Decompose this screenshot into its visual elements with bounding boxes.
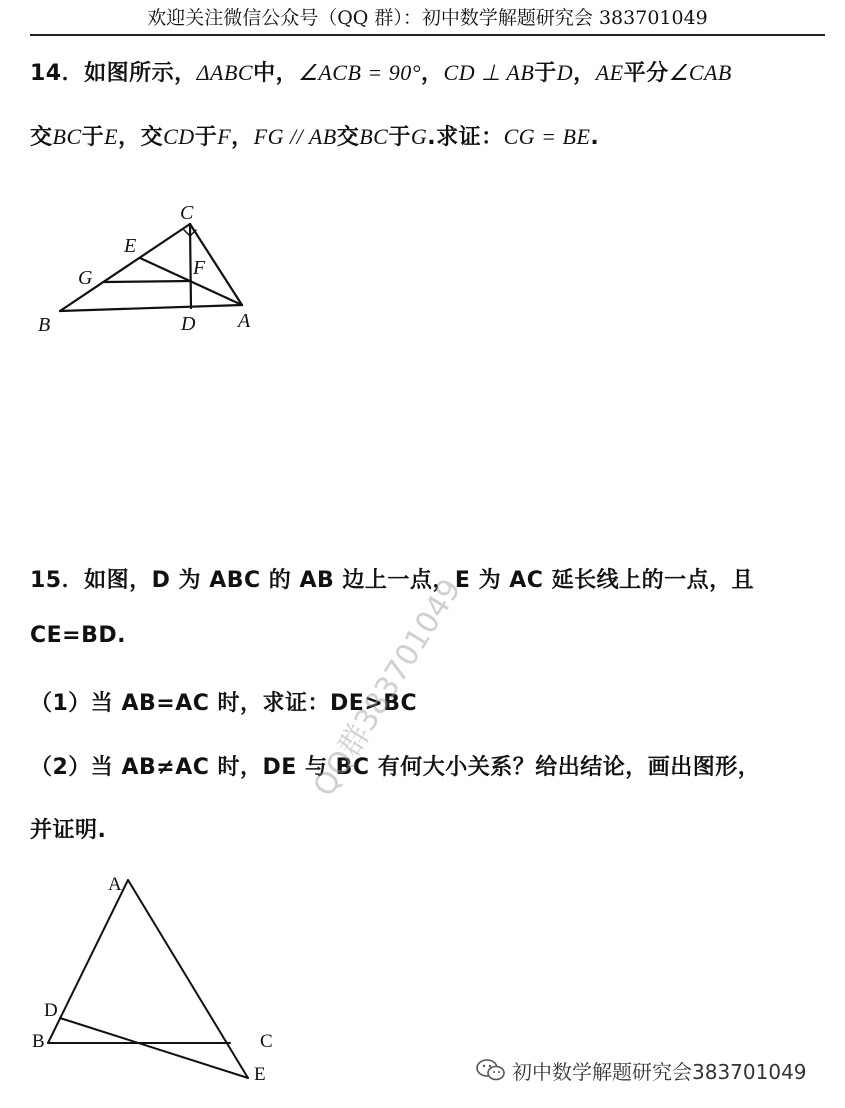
label15-d: D [44,1000,58,1021]
watermark: QQ群383701049 [306,573,469,803]
label-g: G [78,267,93,289]
header-title: 欢迎关注微信公众号（QQ 群）：初中数学解题研究会 383701049 [147,7,708,29]
q14-math: ΔABC [196,60,254,85]
label-f: F [193,257,206,279]
label15-a: A [108,874,122,895]
q15-part2: （2）当 AB≠AC 时，DE 与 BC 有何大小关系？给出结论，画出图形， [30,755,761,780]
label15-c: C [260,1031,273,1052]
footer-text: 初中数学解题研究会383701049 [512,1059,807,1084]
q15-line2: CE=BD. [30,623,126,648]
q15-part1: （1）当 AB=AC 时，求证：DE>BC [30,691,418,716]
q14-line1: 14．如图所示，ΔABC中，∠ACB = 90°，CD ⊥ AB于D，AE平分∠CAB [30,60,732,86]
q14-text: 14．如图所示， [30,61,197,86]
label15-e: E [254,1064,266,1085]
label-d: D [181,313,196,335]
label-a: A [238,310,251,332]
q15-line1: 15．如图，D 为 ABC 的 AB 边上一点，E 为 AC 延长线上的一点，且 [30,568,755,593]
q15-part2b: 并证明. [30,818,107,843]
label-c: C [180,202,194,224]
label-e: E [124,235,137,257]
wechat-icon [476,1058,506,1082]
q14-line2: 交BC于E，交CD于F，FG // AB交BC于G.求证：CG = BE. [30,124,600,150]
label-b: B [38,314,51,336]
label15-b: B [32,1031,45,1052]
footer-brand [476,1056,807,1084]
segment-ae-long [128,880,248,1078]
segment-ba [60,305,242,311]
segment-gf [104,281,191,282]
segment-de [60,1018,248,1078]
